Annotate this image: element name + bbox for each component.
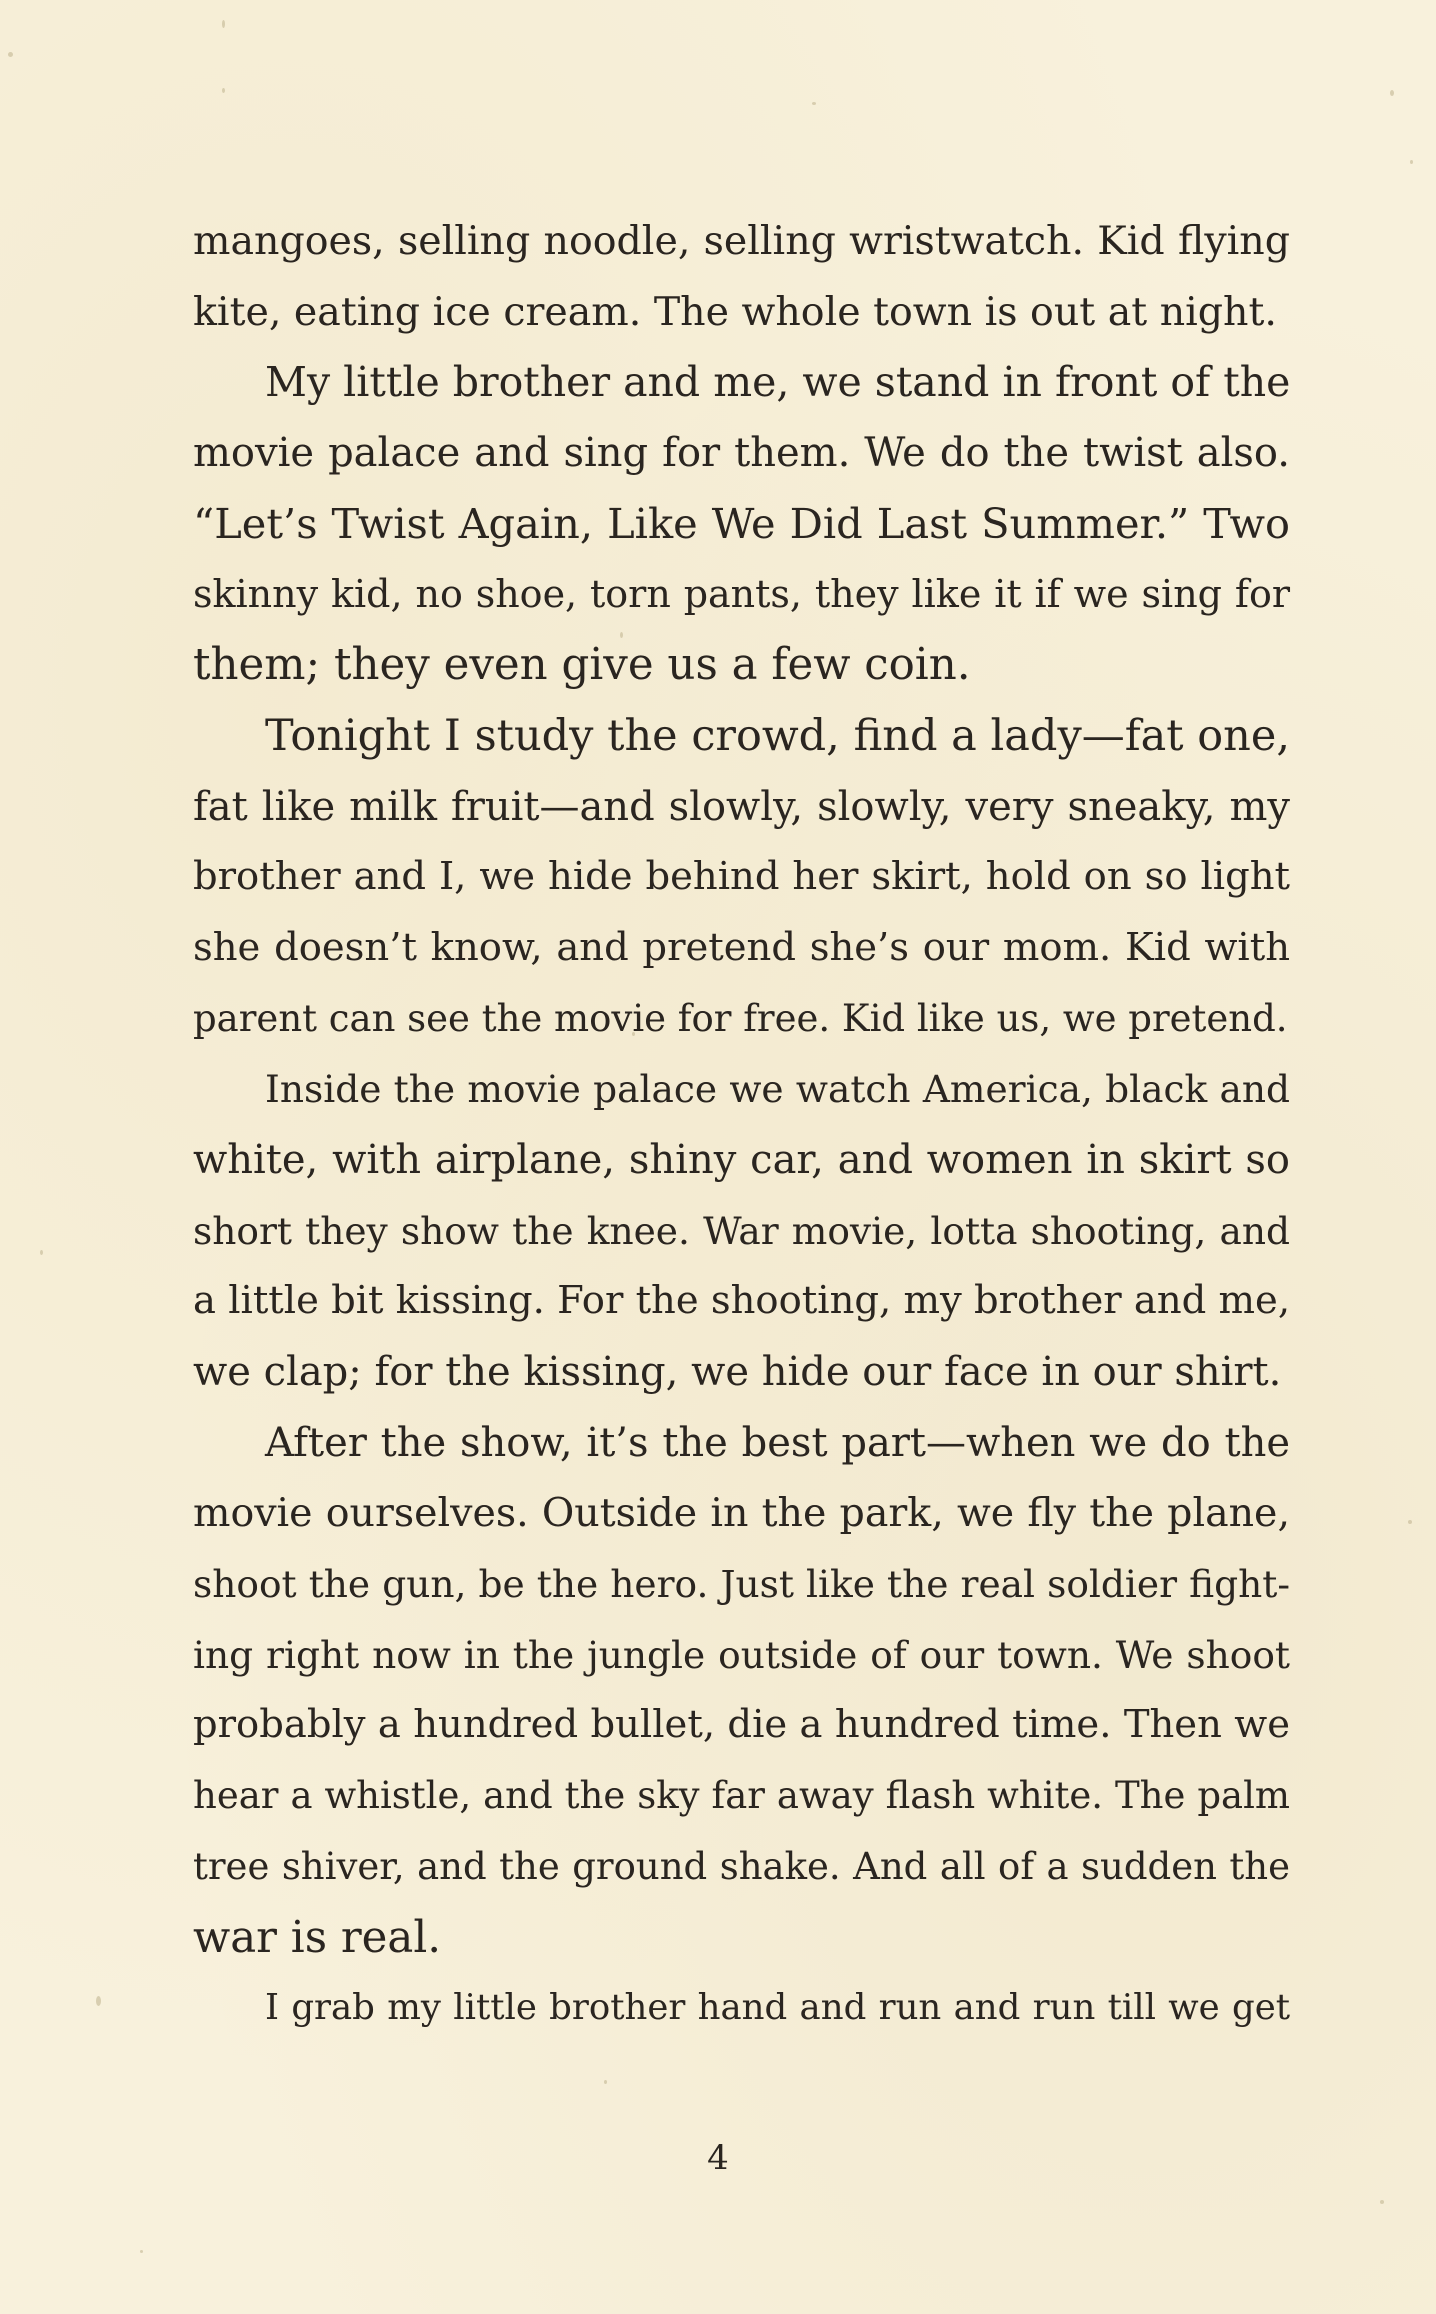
paragraph-start-line: After the show, it’s the best part—when we do the bbox=[265, 1419, 1290, 1466]
text-line: brother and I, we hide behind her skirt, hold on so light bbox=[193, 854, 1290, 900]
paper-speck bbox=[1410, 160, 1413, 164]
paper-speck bbox=[8, 52, 13, 57]
text-line: ing right now in the jungle outside of our town. We shoot bbox=[193, 1632, 1290, 1677]
text-line: war is real. bbox=[193, 1912, 442, 1963]
text-line: white, with airplane, shiny car, and women in skirt so bbox=[193, 1136, 1290, 1183]
paper-speck bbox=[1390, 90, 1394, 96]
text-line: probably a hundred bullet, die a hundred time. Then we bbox=[193, 1702, 1290, 1748]
text-line: we clap; for the kissing, we hide our face in our shirt. bbox=[193, 1349, 1282, 1395]
text-line: movie palace and sing for them. We do the twist also. bbox=[193, 430, 1290, 477]
paper-speck bbox=[812, 102, 816, 105]
paper-speck bbox=[140, 2250, 143, 2253]
text-line: she doesn’t know, and pretend she’s our mom. Kid with bbox=[193, 924, 1290, 970]
paper-speck bbox=[40, 1250, 43, 1255]
paper-speck bbox=[604, 2080, 607, 2084]
paragraph-start-line: Inside the movie palace we watch America, black and bbox=[265, 1067, 1290, 1112]
text-line: hear a whistle, and the sky far away flash white. The palm bbox=[193, 1774, 1290, 1818]
text-line: skinny kid, no shoe, torn pants, they like it if we sing for bbox=[193, 572, 1290, 617]
paragraph-start-line: Tonight I study the crowd, find a lady—fat one, bbox=[265, 710, 1290, 761]
text-line: fat like milk fruit—and slowly, slowly, very sneaky, my bbox=[193, 783, 1290, 830]
paper-speck bbox=[1408, 1520, 1412, 1524]
text-line: kite, eating ice cream. The whole town is out at night. bbox=[193, 288, 1277, 335]
paper-speck bbox=[222, 20, 225, 28]
text-line: shoot the gun, be the hero. Just like the real soldier fight- bbox=[193, 1562, 1290, 1607]
text-line: short they show the knee. War movie, lotta shooting, and bbox=[193, 1208, 1290, 1253]
text-line: movie ourselves. Outside in the park, we fly the plane, bbox=[193, 1490, 1290, 1537]
page-number: 4 bbox=[707, 2138, 729, 2178]
paper-speck bbox=[1380, 2200, 1384, 2204]
text-line: “Let’s Twist Again, Like We Did Last Summer.” Two bbox=[193, 498, 1290, 548]
text-line: a little bit kissing. For the shooting, my brother and me, bbox=[193, 1278, 1291, 1324]
text-line: them; they even give us a few coin. bbox=[193, 640, 971, 691]
paragraph-start-line: I grab my little brother hand and run and run till we get bbox=[265, 1987, 1290, 2029]
paper-speck bbox=[96, 1996, 101, 2006]
text-line: parent can see the movie for free. Kid like us, we pretend. bbox=[193, 996, 1288, 1040]
paragraph-start-line: My little brother and me, we stand in front of the bbox=[265, 358, 1291, 407]
text-line: mangoes, selling noodle, selling wristwatch. Kid flying bbox=[193, 218, 1290, 264]
paper-speck bbox=[222, 88, 225, 93]
body-text bbox=[193, 206, 1290, 2044]
text-line: tree shiver, and the ground shake. And all of a sudden the bbox=[193, 1844, 1290, 1888]
